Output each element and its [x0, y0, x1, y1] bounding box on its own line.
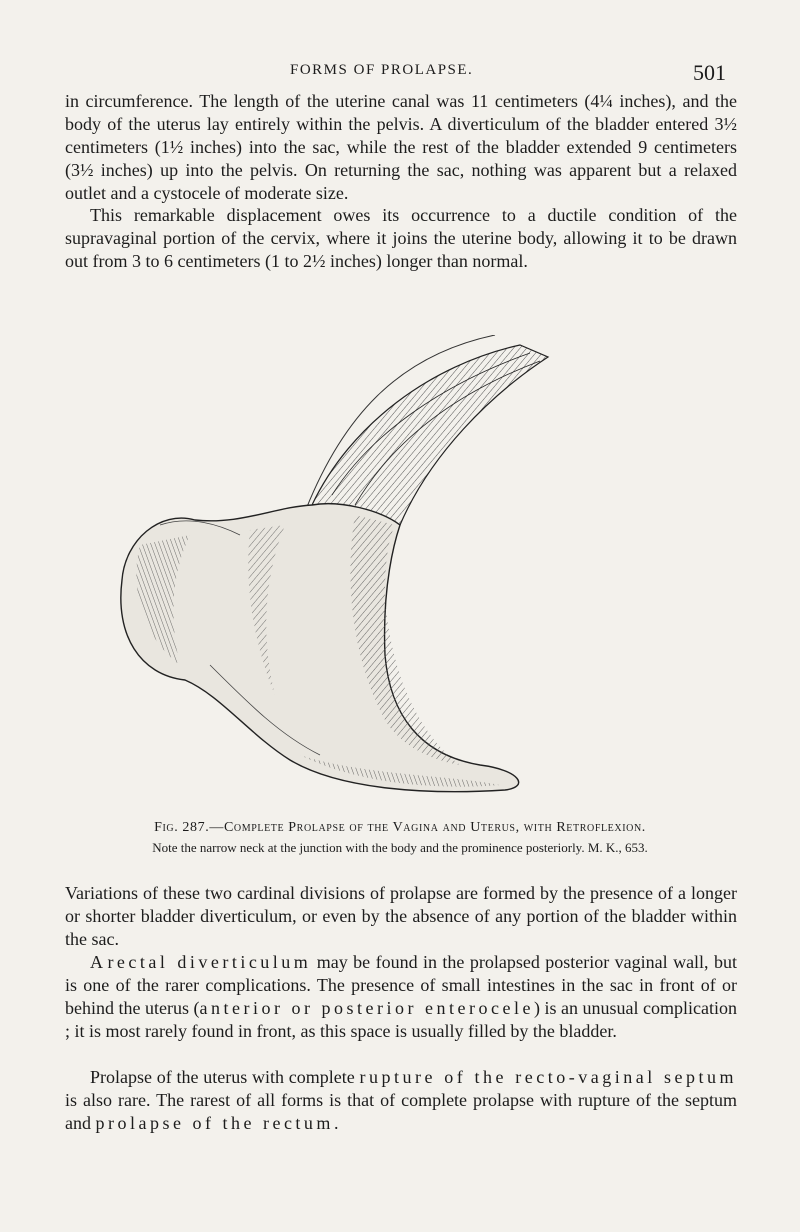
figure-note: Note the narrow neck at the junction with the body and the prominence posteriorly. M. K., 653. [152, 840, 648, 855]
p5-text-1: Prolapse of the uterus with complete [90, 1067, 360, 1087]
p4-text-1: A [90, 952, 108, 972]
p4-text-3: ) is an unusual complication ; it is most rarely found in front, as this space is usually filled by the bladder. [65, 998, 737, 1041]
paragraph-1: in circumference. The length of the uterine canal was 11 centimeters (4¼ inches), and the body of the uterus lay entirely within the pelvis. A diverticulum of the bladder entered 3½ centimeters (1½ inches) into the sac, while the rest of the bladder extended 9 centimeters (3½ inches) up into the pelvis. On returning the sac, nothing was apparent but a relaxed outlet and a cystocele of moderate size. [65, 91, 737, 203]
prolapse-illustration [100, 335, 680, 800]
running-head [0, 60, 800, 84]
p4-text-2: may be found in the prolapsed posterior vaginal wall, but is one of the rarer complications. The presence of small intestines in the sac in front of or behind the uterus ( [65, 952, 737, 1018]
p5-text-2: is also rare. The rarest of all forms is that of complete prolapse with rupture of the septum and [65, 1090, 737, 1133]
figure-title: —Complete Prolapse of the Vagina and Uterus, with Retroflexion. [209, 820, 646, 835]
paragraph-3: Variations of these two cardinal divisions of prolapse are formed by the presence of a longer or shorter bladder diverticulum, or even by the absence of any portion of the bladder within the sac. [65, 883, 737, 949]
term-enterocele: anterior or posterior enterocele [199, 998, 534, 1018]
p5-text-3: . [333, 1113, 339, 1133]
term-recto-vaginal-rupture: rupture of the recto-vaginal septum [359, 1067, 737, 1087]
term-rectal-diverticulum: rectal diverticulum [107, 952, 312, 972]
running-title: FORMS OF PROLAPSE. [290, 62, 474, 78]
paragraph-5 [65, 1066, 737, 1135]
paragraph-2: This remarkable displacement owes its occurrence to a ductile condition of the supravaginal portion of the cervix, where it joins the uterine body, allowing it to be drawn out from 3 to 6 centimeters (1 to 2½ inches) longer than normal. [65, 205, 737, 271]
paragraph-4 [65, 951, 737, 1043]
figure-caption [0, 820, 800, 836]
page-number: 501 [693, 60, 726, 85]
term-prolapse-of-rectum: prolapse of the rectum [95, 1113, 334, 1133]
figure-label: Fig. 287. [154, 820, 210, 835]
